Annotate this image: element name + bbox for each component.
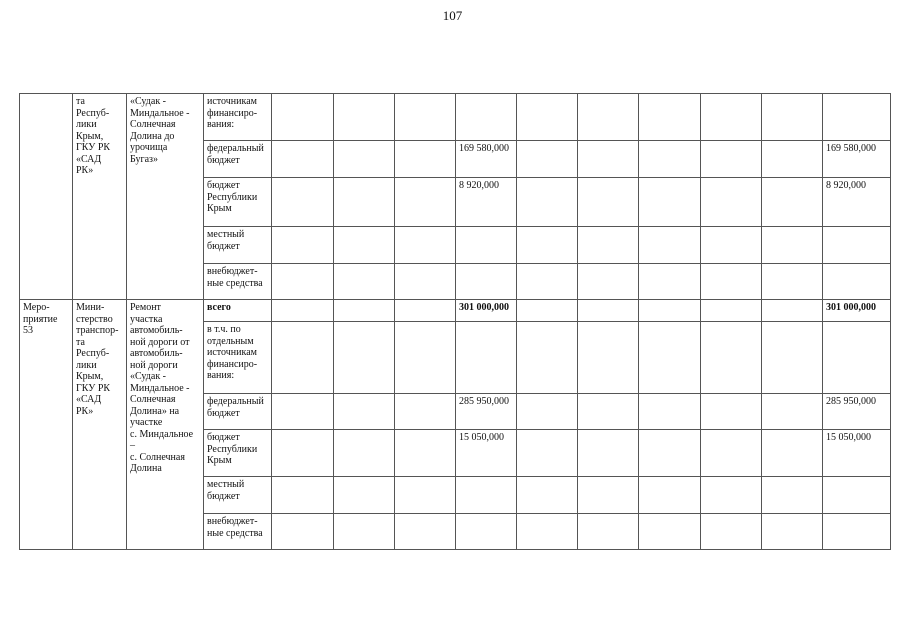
empty-cell	[639, 178, 701, 227]
funding-source-label: внебюджет- ные средства	[204, 514, 272, 550]
empty-cell	[334, 322, 395, 394]
empty-cell	[334, 264, 395, 300]
empty-cell	[334, 514, 395, 550]
empty-cell	[395, 141, 456, 178]
table-row	[20, 94, 891, 141]
page-number: 107	[442, 8, 463, 23]
funding-source-label: местный бюджет	[204, 227, 272, 264]
empty-cell	[272, 94, 334, 141]
table-row	[20, 300, 891, 322]
executor-cell: Мини- стерство транспор- та Респуб- лики Крым, ГКУ РК «САД РК»	[73, 300, 127, 550]
empty-cell	[639, 322, 701, 394]
empty-cell	[272, 227, 334, 264]
empty-cell	[395, 430, 456, 477]
amount-cell	[456, 227, 517, 264]
funding-source-label: в т.ч. по отдельным источникам финансиро- вания:	[204, 322, 272, 394]
empty-cell	[395, 477, 456, 514]
total-cell	[823, 322, 891, 394]
empty-cell	[517, 477, 578, 514]
total-cell: 15 050,000	[823, 430, 891, 477]
executor-cell: та Респуб- лики Крым, ГКУ РК «САД РК»	[73, 94, 127, 300]
empty-cell	[578, 430, 639, 477]
empty-cell	[701, 141, 762, 178]
empty-cell	[578, 322, 639, 394]
empty-cell	[395, 264, 456, 300]
measure-cell: Меро- приятие 53	[20, 300, 73, 550]
empty-cell	[639, 227, 701, 264]
empty-cell	[701, 94, 762, 141]
amount-cell: 8 920,000	[456, 178, 517, 227]
empty-cell	[517, 514, 578, 550]
empty-cell	[578, 178, 639, 227]
empty-cell	[639, 264, 701, 300]
empty-cell	[334, 430, 395, 477]
total-cell: 169 580,000	[823, 141, 891, 178]
amount-cell: 285 950,000	[456, 394, 517, 430]
empty-cell	[334, 227, 395, 264]
empty-cell	[762, 477, 823, 514]
funding-table	[19, 93, 891, 550]
empty-cell	[701, 394, 762, 430]
total-cell: 285 950,000	[823, 394, 891, 430]
amount-cell	[456, 322, 517, 394]
empty-cell	[701, 178, 762, 227]
amount-cell: 15 050,000	[456, 430, 517, 477]
empty-cell	[578, 514, 639, 550]
amount-cell: 301 000,000	[456, 300, 517, 322]
empty-cell	[762, 514, 823, 550]
total-cell: 301 000,000	[823, 300, 891, 322]
empty-cell	[395, 514, 456, 550]
empty-cell	[762, 394, 823, 430]
empty-cell	[701, 514, 762, 550]
empty-cell	[701, 477, 762, 514]
empty-cell	[762, 264, 823, 300]
empty-cell	[701, 300, 762, 322]
funding-source-label: бюджет Республики Крым	[204, 178, 272, 227]
empty-cell	[639, 477, 701, 514]
empty-cell	[517, 94, 578, 141]
amount-cell	[456, 477, 517, 514]
empty-cell	[272, 394, 334, 430]
amount-cell	[456, 264, 517, 300]
funding-source-label: федеральный бюджет	[204, 141, 272, 178]
empty-cell	[578, 477, 639, 514]
empty-cell	[334, 94, 395, 141]
empty-cell	[334, 394, 395, 430]
total-cell: 8 920,000	[823, 178, 891, 227]
empty-cell	[517, 322, 578, 394]
empty-cell	[762, 178, 823, 227]
empty-cell	[395, 300, 456, 322]
empty-cell	[701, 430, 762, 477]
empty-cell	[762, 227, 823, 264]
amount-cell	[456, 514, 517, 550]
amount-cell	[456, 94, 517, 141]
empty-cell	[762, 141, 823, 178]
empty-cell	[272, 178, 334, 227]
empty-cell	[334, 178, 395, 227]
total-cell	[823, 227, 891, 264]
funding-source-label: внебюджет- ные средства	[204, 264, 272, 300]
empty-cell	[334, 300, 395, 322]
empty-cell	[334, 477, 395, 514]
empty-cell	[272, 322, 334, 394]
empty-cell	[701, 264, 762, 300]
description-cell: «Судак - Миндальное - Солнечная Долина до урочища Бугаз»	[127, 94, 204, 300]
empty-cell	[639, 394, 701, 430]
total-cell	[823, 514, 891, 550]
empty-cell	[395, 178, 456, 227]
empty-cell	[578, 227, 639, 264]
empty-cell	[272, 300, 334, 322]
empty-cell	[517, 394, 578, 430]
empty-cell	[701, 322, 762, 394]
empty-cell	[517, 264, 578, 300]
empty-cell	[701, 227, 762, 264]
description-cell: Ремонт участка автомобиль- ной дороги от автомобиль- ной дороги «Судак - Миндальное - Солнечная Долина» на участке с. Миндальное – с. Солнечная Долина	[127, 300, 204, 550]
empty-cell	[517, 227, 578, 264]
empty-cell	[395, 394, 456, 430]
funding-source-label: всего	[204, 300, 272, 322]
funding-source-label: источникам финансиро- вания:	[204, 94, 272, 141]
total-cell	[823, 94, 891, 141]
empty-cell	[578, 300, 639, 322]
empty-cell	[517, 300, 578, 322]
empty-cell	[395, 322, 456, 394]
empty-cell	[639, 430, 701, 477]
empty-cell	[272, 430, 334, 477]
empty-cell	[272, 141, 334, 178]
empty-cell	[517, 141, 578, 178]
table-body	[20, 94, 891, 550]
empty-cell	[762, 94, 823, 141]
empty-cell	[395, 227, 456, 264]
empty-cell	[639, 141, 701, 178]
total-cell	[823, 477, 891, 514]
empty-cell	[272, 477, 334, 514]
empty-cell	[517, 178, 578, 227]
empty-cell	[517, 430, 578, 477]
total-cell	[823, 264, 891, 300]
empty-cell	[578, 94, 639, 141]
empty-cell	[272, 264, 334, 300]
empty-cell	[578, 141, 639, 178]
funding-source-label: бюджет Республики Крым	[204, 430, 272, 477]
empty-cell	[762, 322, 823, 394]
empty-cell	[639, 94, 701, 141]
empty-cell	[639, 300, 701, 322]
measure-cell	[20, 94, 73, 300]
empty-cell	[395, 94, 456, 141]
empty-cell	[334, 141, 395, 178]
amount-cell: 169 580,000	[456, 141, 517, 178]
empty-cell	[272, 514, 334, 550]
empty-cell	[762, 430, 823, 477]
funding-source-label: местный бюджет	[204, 477, 272, 514]
empty-cell	[578, 264, 639, 300]
empty-cell	[639, 514, 701, 550]
empty-cell	[762, 300, 823, 322]
funding-source-label: федеральный бюджет	[204, 394, 272, 430]
empty-cell	[578, 394, 639, 430]
